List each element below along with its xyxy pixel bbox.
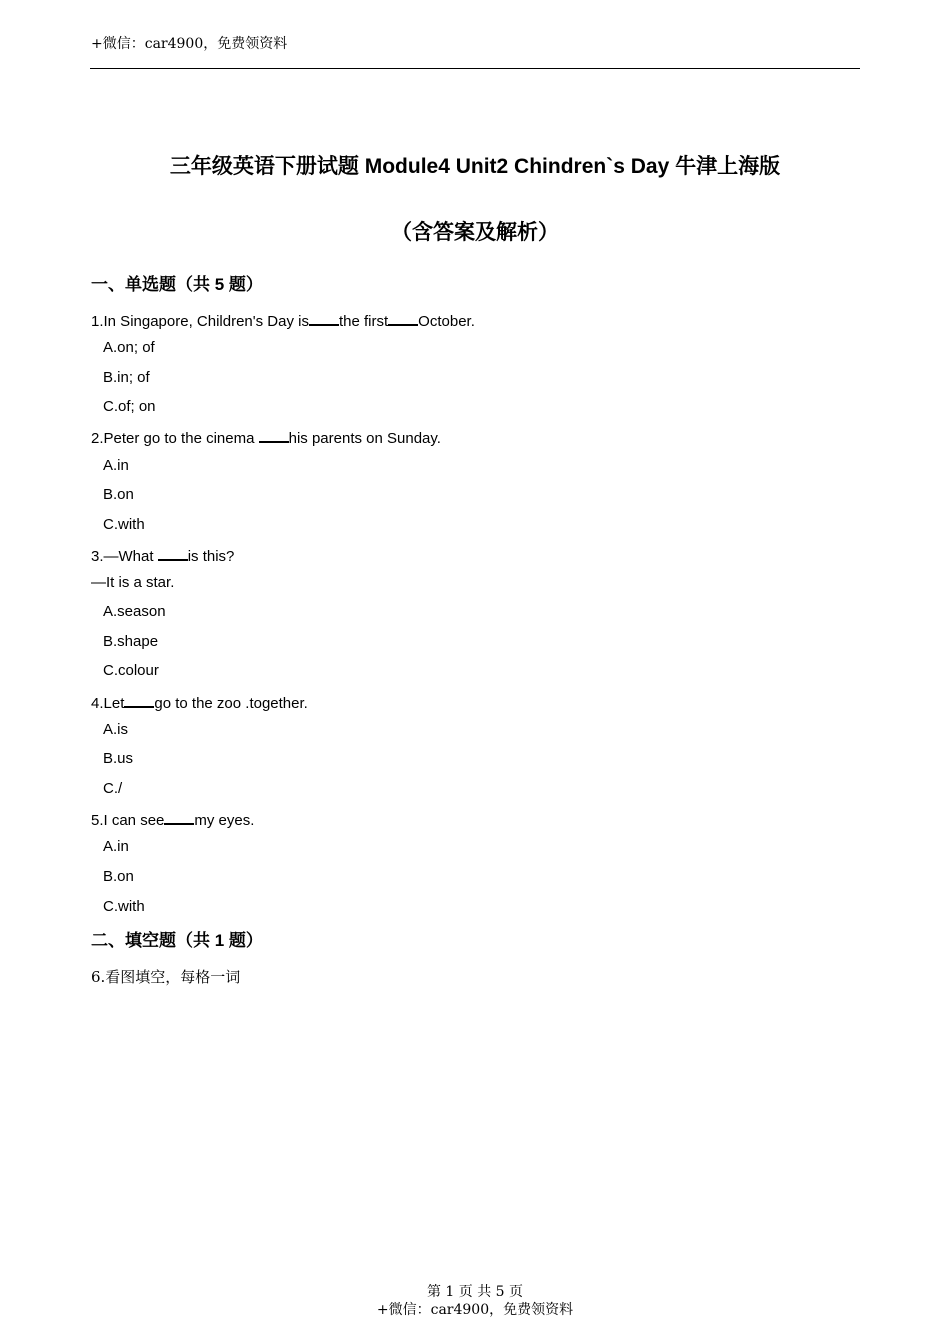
option: B.on: [103, 486, 134, 503]
option: B.shape: [103, 633, 159, 650]
option: A.on; of: [103, 339, 155, 356]
option: A.season: [103, 603, 166, 620]
option: C./: [103, 780, 123, 797]
question-3: 3.—What is this?: [91, 545, 234, 565]
question-6: 6.看图填空，每格一词: [91, 968, 241, 986]
section-heading-fill-blank: 二、填空题（共 1 题）: [91, 931, 263, 950]
option: C.colour: [103, 662, 159, 679]
option: B.in; of: [103, 369, 150, 386]
option: A.is: [103, 721, 129, 738]
header-text: +微信：car4900，免费领资料: [91, 36, 288, 52]
document-subtitle: （含答案及解析）: [391, 221, 559, 244]
option: A.in: [103, 457, 129, 474]
option: C.with: [103, 898, 145, 915]
question-5: 5.I can see my eyes.: [91, 809, 254, 829]
page-number: 第 1 页 共 5 页: [426, 1284, 524, 1300]
option: C.with: [103, 516, 145, 533]
option: B.on: [103, 868, 134, 885]
question-3-answer-line: —It is a star.: [91, 574, 175, 591]
answer-blank: [309, 310, 339, 326]
answer-blank: [124, 692, 154, 708]
question-4: 4.Let go to the zoo .together.: [91, 692, 308, 712]
answer-blank: [388, 310, 418, 326]
option: C.of; on: [103, 398, 156, 415]
answer-blank: [259, 427, 289, 443]
section-heading-single-choice: 一、单选题（共 5 题）: [91, 275, 263, 294]
answer-blank: [164, 809, 194, 825]
question-1: 1.In Singapore, Children's Day is the first October.: [91, 310, 475, 330]
question-2: 2.Peter go to the cinema his parents on Sunday.: [91, 427, 441, 447]
document-title: 三年级英语下册试题 Module4 Unit2 Chindren`s Day 牛津上海版: [169, 155, 781, 178]
answer-blank: [158, 545, 188, 561]
footer-text: +微信：car4900，免费领资料: [376, 1302, 574, 1318]
option: A.in: [103, 838, 129, 855]
option: B.us: [103, 750, 134, 767]
header-divider: [90, 68, 860, 69]
